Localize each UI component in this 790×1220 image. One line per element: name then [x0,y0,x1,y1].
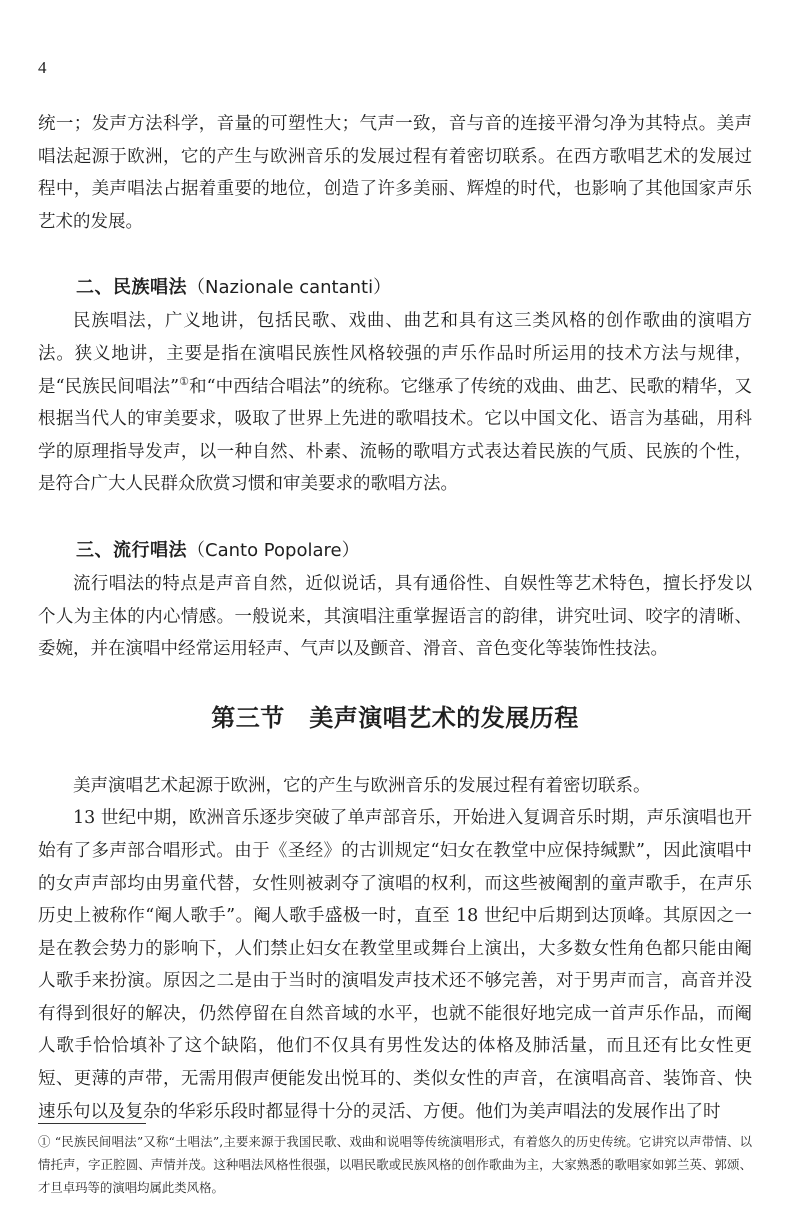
history-intro-paragraph: 美声演唱艺术起源于欧洲，它的产生与欧洲音乐的发展过程有着密切联系。 [73,775,651,796]
section-heading-pop-latin: （Canto Popolare） [187,539,360,561]
footnote-divider [38,1123,146,1124]
intro-paragraph: 统一；发声方法科学，音量的可塑性大；气声一致，音与音的连接平滑匀净为其特点。美声唱法起源于欧洲，它的产生与欧洲音乐的发展过程有着密切联系。在西方歌唱艺术的发展过程中，美声唱法占据着重要的地位，创造了许多美丽、辉煌的时代，也影响了其他国家声乐艺术的发展。 [38,114,752,232]
pop-singing-paragraph: 流行唱法的特点是声音自然，近似说话，具有通俗性、自娱性等艺术特色，擅长抒发以个人为主体的内心情感。一般说来，其演唱注重掌握语言的韵律，讲究吐词、咬字的清晰、委婉，并在演唱中经常运用轻声、气声以及颤音、滑音、音色变化等装饰性技法。 [38,573,752,660]
history-paragraph: 13 世纪中期，欧洲音乐逐步突破了单声部音乐，开始进入复调音乐时期，声乐演唱也开始有了多声部合唱形式。由于《圣经》的古训规定“妇女在教堂中应保持缄默”，因此演唱中的女声声部均由男童代替，女性则被剥夺了演唱的权利，而这些被阉割的童声歌手，在声乐历史上被称作“阉人歌手”。阉人歌手盛极一时，直至 18 世纪中后期到达顶峰。其原因之一是在教会势力的影响下，人们禁止妇女在教堂里或舞台上演出，大多数女性角色都只能由阉人歌手来扮演。原因之二是由于当时的演唱发声技术还不够完善，对于男声而言，高音并没有得到很好的解决，仍然停留在自然音域的水平，也就不能很好地完成一首声乐作品，而阉人歌手恰恰填补了这个缺陷，他们不仅具有男性发达的体格及肺活量，而且还有比女性更短、更薄的声带，无需用假声便能发出悦耳的、类似女性的声音，在演唱高音、装饰音、快速乐句以及复杂的华彩乐段时都显得十分的灵活、方便。他们为美声唱法的发展作出了时 [38,808,752,1122]
footnote: ① “民族民间唱法”又称“土唱法”,主要来源于我国民歌、戏曲和说唱等传统演唱形式，有着悠久的历史传统。它讲究以声带情、以情托声，字正腔圆、声情并茂。这种唱法风格性很强，以唱民歌或民族风格的创作歌曲为主，大家熟悉的歌唱家如郭兰英、郭颂、才旦卓玛等的演唱均属此类风格。 [38,1134,752,1195]
section-heading-pop-singing [38,534,752,568]
folk-singing-paragraph [38,305,752,501]
folk-singing-text-part1: 民族唱法，广义地讲，包括民歌、戏曲、曲艺和具有这三类风格的创作歌曲的演唱方法。狭义地讲，主要是指在演唱民族性风格较强的声乐作品时所运用的技术方法与规律，是“民族民间唱法” [38,311,752,397]
chapter-title: 第三节 美声演唱艺术的发展历程 [211,703,579,732]
footnote-reference[interactable]: ① [179,374,190,388]
section-heading-folk-latin: （Nazionale cantanti） [187,277,392,299]
folk-singing-text-part2: 和“中西结合唱法”的统称。它继承了传统的戏曲、曲艺、民歌的精华，又根据当代人的审美要求，吸取了世界上先进的歌唱技术。它以中国文化、语言为基础，用科学的原理指导发声，以一种自然、朴素、流畅的歌唱方式表达着民族的气质、民族的个性，是符合广大人民群众欣赏习惯和审美要求的歌唱方法。 [38,376,752,495]
section-heading-folk-singing [38,271,752,305]
section-heading-folk-cn: 二、民族唱法 [76,277,187,299]
page-number: 4 [38,58,47,77]
main-content [38,108,752,1128]
section-heading-pop-cn: 三、流行唱法 [76,539,187,561]
